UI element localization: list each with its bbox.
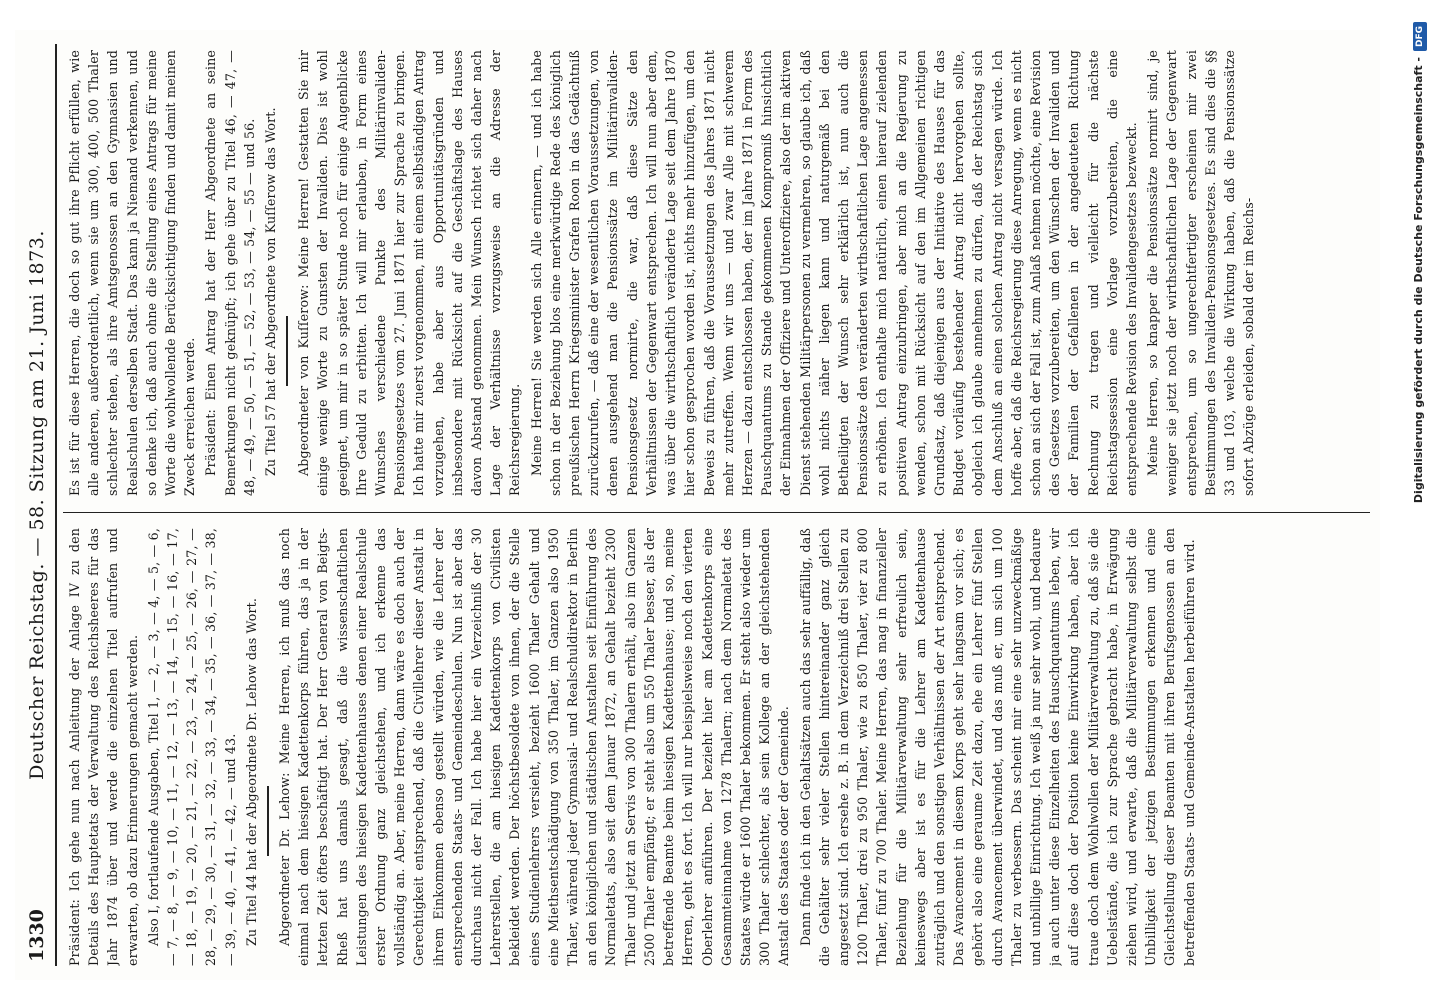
section-rule (267, 786, 269, 856)
paragraph: Präsident: Einen Antrag hat der Herr Abgeordnete an seine Bemerkungen nicht geknüpft; ich gehe über zu Titel 46, — 47, — 48, — 49, — 50, — 51, — 52, — 53, — 54, — 55 — und 56. (203, 50, 257, 496)
digitization-note (1404, 12, 1430, 992)
paragraph: Zu Titel 57 hat der Abgeordnete von Kuſſerow das Wort. (263, 107, 279, 476)
paragraph: Dann finde ich in den Gehaltsätzen auch das sehr auffällig, daß die Gehälter sehr vieler Stellen hintereinander ganz gleich angesetzt sind. Ich ersehe z. B. in dem Verzeichniß drei Stellen zu 1200 Thaler, drei zu 950 Thaler, wie zu 850 Thaler, vier zu 800 Thaler, fünf zu 700 Thaler. Meine Herren, das mag in finanzieller Beziehung für die Militärverwaltung sehr erfreulich sein, keineswegs aber ist es für die Lehrer am Kadettenhause zuträglich und den sonstigen Verhältnissen der Art entsprechend. Das Avancement in diesem Korps geht sehr langsam vor sich; es gehört also eine geraume Zeit dazu, ehe ein Lehrer fünf Stellen durch Avancement überwindet, und das muß er, um sich um 100 Thaler zu verbessern. Das scheint mir eine sehr unzweckmäßige und unbillige Einrichtung. Ich weiß ja nur sehr wohl, und bedaure ja auch unter diese Einzelheiten des Hauschquantums leben, wir auf diese doch der Position keine Einwirkung haben, aber ich traue doch dem Wohlwollen der Militärverwaltung zu, daß sie die Uebelstände, die ich zur Sprache gebracht habe, in Erwägung ziehen wird, und erwarte, daß die Militärverwaltung selbst die Unbilligkeit der jetzigen Bestimmungen erkennen und eine Gleichstellung dieser Beamten mit ihren Berufsgenossen an den betreffenden Staats- und Gemeinde-Anstalten herbeiführen wird. (797, 528, 1197, 966)
paragraph: Also I, fortlaufende Ausgaben, Titel 1, — 2, — 3, — 4, — 5, — 6, — 7, — 8, — 9, — 10, — 11, — 12, — 13, — 14, — 15, — 16, — 17, — 18, — 19, — 20, — 21, — 22, — 23, — 24, — 25, — 26, — 27, — 28, — 29, — 30, — 31, — 32, — 33, — 34, — 35, — 36, — 37, — 38, — 39, — 40, — 41, — 42, — und 43. (145, 528, 238, 966)
dfg-logo: DFG (1413, 22, 1427, 51)
section-rule (286, 316, 288, 386)
right-column (65, 50, 1368, 496)
paragraph: Es ist für diese Herren, die doch so gut ihre Pflicht erfüllen, wie alle anderen, außerordentlich, wenn sie um 300, 400, 500 Thaler schlechter stehen, als ihre Amtsgenossen an den Gymnasien und Realschulen derselben Stadt. Das kann ja Niemand verkennen, und so denke ich, daß auch ohne die Stellung eines Antrags für meine Worte die wohlwollende Berücksichtigung finden und damit meinen Zweck erreichen werde. (67, 50, 198, 496)
page-number: 1330 (26, 909, 48, 962)
paragraph: Meine Herren! Sie werden sich Alle erinnern, — und ich habe schon in der Beziehung blos eine merkwürdige Rede des königlich preußischen Herrn Kriegsminister Grafen Roon in das Gedächtniß zurückzurufen, — daß eine der wesentlichen Voraussetzungen, von denen ausgehend man die Pensionssätze im Militärinvaliden-Pensionsgesetz normirte, die war, daß diese Sätze den Verhältnissen der Gegenwart entsprechen. Ich will nun aber dem, was über die wirthschaftlich veränderte Lage seit dem Jahre 1870 hier schon gesprochen worden ist, nichts mehr hinzufügen, um den Beweis zu führen, daß die Voraussetzungen des Jahres 1871 nicht mehr zutreffen. Wenn wir uns — und zwar Alle mit schwerem Herzen — dazu entschlossen haben, der im Jahre 1871 in Form des Pauschquantums zu Stande gekommenen Kompromiß hinsichtlich der Einnahmen der Offiziere und Unteroffiziere, also der im aktiven Dienst stehenden Militärpersonen zu vermehren, so glaube ich, daß wohl nichts näher liegen kann und naturgemäß bei den Betheiligten der Wunsch sehr erklärlich ist, nun auch die Pensionssätze den veränderten wirthschaftlichen Lage angemessen zu erhöhen. Ich enthalte mich natürlich, einen hierauf zielenden positiven Antrag einzubringen, aber mich an die Regierung zu wenden, schon mit Rücksicht auf den im Allgemeinen richtigen Grundsatz, daß diejenigen aus der Initiative des Hauses für das Budget vorläufig bestehender Antrag nicht hervorgehen sollte, obgleich ich glaube annehmen zu dürfen, daß der Reichstag sich dem Anschluß an einen solchen Antrag nicht versagen würde. Ich hoffe aber, daß die Reichsregierung diese Anregung, wenn es nicht schon an sich der Fall ist, zum Anlaß nehmen möchte, eine Revision des Gesetzes vorzubereiten, um den Wünschen der Invaliden und der Familien der Gefallenen in der angedeuteten Richtung Rechnung zu tragen und vielleicht für die nächste Reichstagssession eine Vorlage vorzubereiten, die eine entsprechende Revision des Invalidengesetzes bezweckt. (528, 50, 1139, 496)
paragraph: Präsident: Ich gehe nun nach Anleitung der Anlage IV zu den Details des Hauptetats der Verwaltung des Reichsheeres für das Jahr 1874 über und werde die einzelnen Titel aufrufen und erwarten, ob dazu Erinnerungen gemacht werden. (67, 528, 140, 966)
column-divider (63, 512, 1370, 513)
scanned-page (15, 30, 1380, 980)
running-head (23, 48, 51, 962)
paragraph: Abgeordneter von Kuſſerow: Meine Herren! Gestatten Sie mir einige wenige Worte zu Gunsten der Invaliden. Dies ist wohl geeignet, um mir in so später Stunde noch für einige Augenblicke Ihre Geduld zu erbitten. Ich will mir erlauben, in Form eines Wunsches verschiedene Punkte des Militärinvaliden-Pensionsgesetzes vom 27. Juni 1871 hier zur Sprache zu bringen. Ich hatte mir zuerst vorgenommen, mit einem selbständigen Antrag vorzugehen, habe aber aus Opportunitätsgründen und insbesondere mit Rücksicht auf die Geschäftslage des Hauses davon Abstand genommen. Mein Wunsch richtet sich daher nach Lage der Verhältnisse vorzugsweise an die Adresse der Reichsregierung. (296, 50, 523, 496)
page-title: Deutscher Reichstag. — 58. Sitzung am 21. Juni 1873. (26, 230, 48, 780)
paragraph: Abgeordneter Dr. Lehow: Meine Herren, ich muß das noch einmal nach dem hiesigen Kadettenkorps führen, das ja in der letzten Zeit öfters beschäftigt hat. Der Herr General von Beigts-Rheß hat uns damals gesagt, daß die wissenschaftlichen Leistungen des hiesigen Kadettenhauses denen einer Realschule erster Ordnung ganz gleichstehen, und ich erkenne das vollständig an. Aber, meine Herren, dann wäre es doch auch der Gerechtigkeit entsprechend, daß die Civillehrer dieser Anstalt in ihrem Einkommen ebenso gestellt würden, wie die Lehrer der entsprechenden Staats- und Gemeindeschulen. Nun ist aber das durchaus nicht der Fall. Ich habe hier ein Verzeichniß der 30 Lehrerstellen, die am hiesigen Kadettenkorps von Civilisten bekleidet werden. Der höchstbesoldete von ihnen, der die Stelle eines Studienlehrers versieht, bezieht 1600 Thaler Gehalt und eine Miethsentschädigung von 350 Thaler, im Ganzen also 1950 Thaler, während jeder Gymnasial- und Realschuldirektor in Berlin an den königlichen und städtischen Anstalten seit Einführung des Normaletats, also seit dem Januar 1872, an Gehalt bezieht 2300 Thaler und jetzt an Servis von 300 Thalern erhält, also im Ganzen 2500 Thaler empfängt; er steht also um 550 Thaler besser, als der betreffende Beamte beim hiesigen Kadettenhause; und so, meine Herren, geht es fort. Ich will nur beispielsweise noch den vierten Oberlehrer anführen. Der bezieht hier am Kadettenkorps eine Gesammteinnahme von 1278 Thalern; nach dem Normaletat des Staates würde er 1600 Thaler bekommen. Er steht also wieder um 300 Thaler schlechter, als sein Kollege an der gleichstehenden Anstalt des Staates oder der Gemeinde. (277, 528, 792, 966)
left-column (65, 528, 1368, 966)
digitization-note-text: Digitalisierung gefördert durch die Deutsche Forschungsgemeinschaft - (1412, 57, 1425, 504)
paragraph: Meine Herren, so knapper die Pensionssätze normirt sind, je weniger sie jetzt noch der wirthschaftlichen Lage der Gegenwart entsprechen, um so ungerechtfertigter erscheinen mir zwei Bestimmungen des Invaliden-Pensionsgesetzes. Es sind dies die §§ 33 und 103, welche die Wirkung haben, daß die Pensionssätze sofort Abzüge erleiden, sobald der im Reichs- (1145, 50, 1257, 496)
paragraph: Zu Titel 44 hat der Abgeordnete Dr. Lehow das Wort. (243, 598, 259, 946)
header-rule (55, 44, 57, 966)
